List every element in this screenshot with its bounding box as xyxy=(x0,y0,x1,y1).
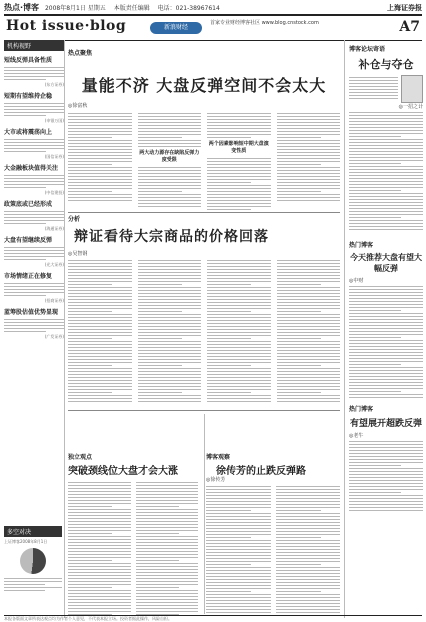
sidebar-item-source: (广发证券) xyxy=(44,334,64,339)
sidebar-item-title: 市场情绪正在修复 xyxy=(4,273,53,280)
right-author1: ◎一招之计 xyxy=(398,104,423,110)
right-headline1: 补仓与夺仓 xyxy=(358,58,414,71)
sidebar-item-title: 大盘有望继续反弹 xyxy=(4,237,53,244)
sidebar-item xyxy=(4,273,64,303)
right-tag1: 博客论坛寄语 xyxy=(349,46,386,53)
story3b-headline: 徐传芳的止跌反弹路 xyxy=(216,466,306,477)
story2-headline: 辩证看待大宗商品的价格回落 xyxy=(74,229,269,245)
sidebar-item-title: 大市或将震荡向上 xyxy=(4,129,53,136)
sidebar-item xyxy=(4,129,64,159)
sidebar-item xyxy=(4,57,64,87)
divider xyxy=(204,414,205,614)
right-author3: ◎老牛 xyxy=(349,433,364,439)
right-headline2: 今天推荐大盘有望大幅反弹 xyxy=(350,253,422,273)
divider xyxy=(68,410,340,411)
sidebar-item-source: (东方证券) xyxy=(44,82,64,87)
sidebar-item-title: 政策底或已经形成 xyxy=(4,201,53,208)
newspaper-name: 上海证券报 xyxy=(387,4,422,12)
date-meta: 2008年8月1日 星期五 xyxy=(44,5,106,12)
sidebar-item xyxy=(4,237,64,267)
left-sidebar xyxy=(4,40,65,618)
sidebar-item-source: (中信建投) xyxy=(44,190,64,195)
section-title: Hot issue·blog xyxy=(6,18,127,34)
story2-byline: ◎吴智钢 xyxy=(68,251,88,257)
story1-col-a xyxy=(68,111,132,212)
story3a-body xyxy=(68,480,198,617)
right-headline3: 有望展开超跌反弹 xyxy=(349,419,422,429)
right-tag3: 热门博客 xyxy=(349,406,374,413)
sidebar-item-source: (光大证券) xyxy=(44,262,64,267)
story1-tag: 热点聚焦 xyxy=(68,50,93,57)
sidebar-item xyxy=(4,201,64,231)
story3b-body xyxy=(206,484,340,618)
right-tag2: 热门博客 xyxy=(349,242,374,249)
story1-subhead-a: 两大动力源存在缺陷反弹力度受限 xyxy=(139,150,200,163)
contact-meta: 电话：021-38967614 xyxy=(157,5,220,12)
story1-headline: 量能不济 大盘反弹空间不会太大 xyxy=(81,76,327,95)
story1-byline: ◎徐富秋 xyxy=(68,103,88,109)
sidebar-item-source: (申银万国) xyxy=(44,118,64,123)
story3b-tag: 博客观察 xyxy=(206,454,231,461)
story3a-headline: 突破颈线位大盘才会大涨 xyxy=(68,466,178,477)
divider xyxy=(68,212,340,213)
slogan-text: 首家专业财经博客社区 www.blog.cnstock.com xyxy=(210,20,319,26)
sidebar-item xyxy=(4,309,64,339)
sidebar-item-title: 短期有望维持企稳 xyxy=(4,93,53,100)
pie-chart-icon xyxy=(20,548,46,574)
masthead-bar xyxy=(4,3,422,13)
right-author2: ◎中财 xyxy=(349,278,364,284)
sidebar-item-title: 短线反弹具备性质 xyxy=(4,57,53,64)
mini-title: 多空对决 xyxy=(4,526,62,537)
story1-col-d xyxy=(277,111,341,212)
story2-tag: 分析 xyxy=(68,216,81,223)
sidebar-item xyxy=(4,93,64,123)
story3a-tag: 独立观点 xyxy=(68,454,93,461)
sidebar-item-source: (招商证券) xyxy=(44,298,64,303)
footer-disclaimer: 本报各版面文章所表达观点均为作者个人意见，不代表本报立场。投资者据此操作，风险自担。 xyxy=(4,615,422,622)
sidebar-item-title: 蓝筹股估值优势显现 xyxy=(4,309,59,316)
sidebar-item-title: 大金融板块值得关注 xyxy=(4,165,59,172)
story1-col-b xyxy=(138,111,202,212)
author-photo xyxy=(401,75,423,103)
sidebar-item xyxy=(4,165,64,195)
editor-meta: 本版责任编辑 xyxy=(113,5,150,12)
story1-subhead-b: 两个因素影响短中期大盘演变性质 xyxy=(208,141,269,154)
brand-label: 热点·博客 xyxy=(4,3,40,12)
section-header xyxy=(4,14,422,41)
page-number: A7 xyxy=(399,19,420,35)
sidebar-section-title: 机构视野 xyxy=(4,40,64,51)
sidebar-item-source: (海通证券) xyxy=(44,226,64,231)
mini-chart-block xyxy=(4,526,62,593)
story1-col-c xyxy=(207,111,271,212)
story3b-author: ◎徐传芳 xyxy=(206,477,226,483)
right-sidebar xyxy=(344,40,423,618)
mini-sub: 上证博客2008年8月1日 xyxy=(4,539,48,544)
sidebar-item-source: (国信证券) xyxy=(44,154,64,159)
partner-logo: 新浪财经 xyxy=(150,22,202,34)
story2-body xyxy=(68,258,340,404)
